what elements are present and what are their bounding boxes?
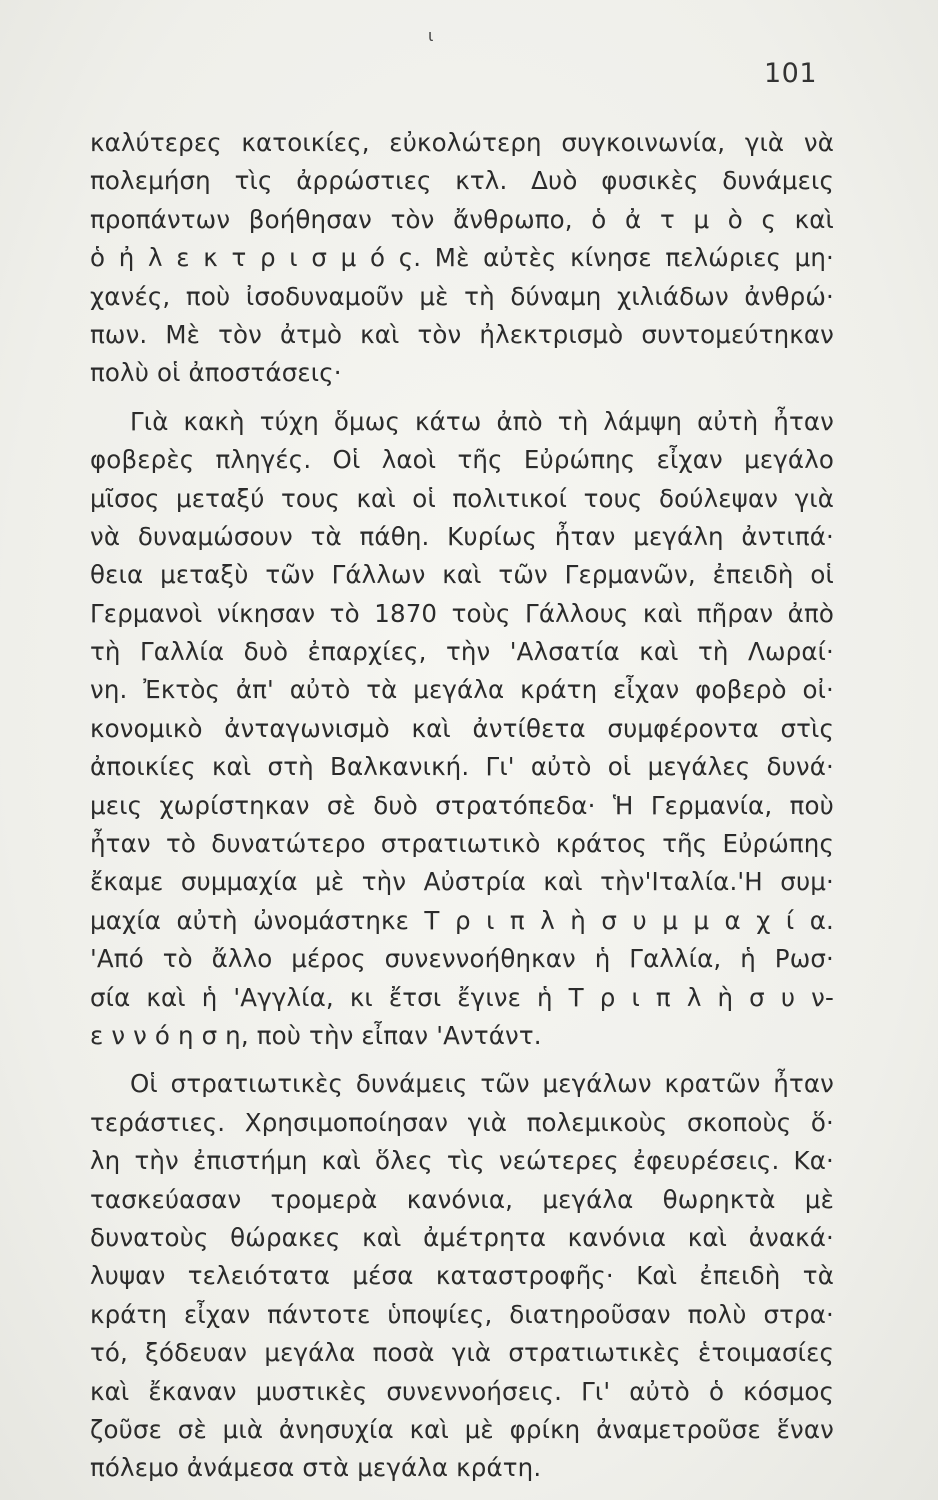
- text-line: πολεμήση τὶς ἀρρώστιες κτλ. Δυὸ φυσικὲς δυνάμεις: [90, 166, 834, 196]
- text-line: τὴ Γαλλία δυὸ ἐπαρχίες, τὴν 'Αλσατία καὶ τὴ Λωραί·: [90, 637, 834, 667]
- text-line: δυνατοὺς θώρακες καὶ ἀμέτρητα κανόνια καὶ ἀνακά·: [90, 1222, 834, 1252]
- text-line: χανές, ποὺ ἰσοδυναμοῦν μὲ τὴ δύναμη χιλιάδων ἀνθρώ·: [90, 281, 834, 311]
- paragraph-3: [90, 1065, 834, 1487]
- paragraph-1: [90, 124, 834, 393]
- text-line: ἦταν τὸ δυνατώτερο στρατιωτικὸ κράτος τῆς Εὐρώπης: [90, 829, 834, 859]
- text-line: προπάντων βοήθησαν τὸν ἄνθρωπο, ὁ ἀ τ μ ὸ ς καὶ: [90, 204, 834, 234]
- paragraph-2: [90, 403, 834, 1056]
- text-line: νὰ δυναμώσουν τὰ πάθη. Κυρίως ἦταν μεγάλη ἀντιπά·: [90, 521, 834, 551]
- text-line: τασκεύασαν τρομερὰ κανόνια, μεγάλα θωρηκτὰ μὲ: [90, 1184, 834, 1214]
- text-line: τεράστιες. Χρησιμοποίησαν γιὰ πολεμικοὺς σκοποὺς ὅ·: [90, 1107, 834, 1137]
- text-line: ζοῦσε σὲ μιὰ ἀνησυχία καὶ μὲ φρίκη ἀναμετροῦσε ἕναν: [90, 1414, 834, 1444]
- text-line: ἔκαμε συμμαχία μὲ τὴν Αὐστρία καὶ τὴν'Ιταλία.'Η συμ·: [90, 867, 834, 897]
- text-line: κονομικὸ ἀνταγωνισμὸ καὶ ἀντίθετα συμφέροντα στὶς: [90, 713, 834, 743]
- text-line: πόλεμο ἀνάμεσα στὰ μεγάλα κράτη.: [90, 1453, 542, 1483]
- text-line: νη. Ἐκτὸς ἀπ' αὐτὸ τὰ μεγάλα κράτη εἶχαν φοβερὸ οἰ·: [90, 675, 834, 705]
- text-line: λη τὴν ἐπιστήμη καὶ ὅλες τὶς νεώτερες ἐφευρέσεις. Κα·: [90, 1146, 834, 1176]
- page-number: 101: [764, 58, 818, 89]
- body-text: [90, 124, 834, 1488]
- text-line: ἀποικίες καὶ στὴ Βαλκανική. Γι' αὐτὸ οἱ μεγάλες δυνά·: [90, 752, 834, 782]
- text-line: μαχία αὐτὴ ὠνομάστηκε Τ ρ ι π λ ὴ σ υ μ μ α χ ί α.: [90, 905, 834, 935]
- text-line: πολὺ οἱ ἀποστάσεις·: [90, 358, 342, 388]
- text-line: μῖσος μεταξύ τους καὶ οἱ πολιτικοί τους δούλεψαν γιὰ: [90, 483, 834, 513]
- text-line: ε ν ν ό η σ η, ποὺ τὴν εἶπαν 'Αντάντ.: [90, 1020, 542, 1050]
- text-line: σία καὶ ἡ 'Αγγλία, κι ἔτσι ἔγινε ἡ Τ ρ ι π λ ὴ σ υ ν-: [90, 982, 834, 1012]
- text-line: Οἱ στρατιωτικὲς δυνάμεις τῶν μεγάλων κρατῶν ἦταν: [130, 1069, 834, 1099]
- text-line: τό, ξόδευαν μεγάλα ποσὰ γιὰ στρατιωτικὲς ἑτοιμασίες: [90, 1338, 834, 1368]
- text-line: λυψαν τελειότατα μέσα καταστροφῆς· Καὶ ἐπειδὴ τὰ: [90, 1261, 834, 1291]
- text-line: Γιὰ κακὴ τύχη ὅμως κάτω ἀπὸ τὴ λάμψη αὐτὴ ἦταν: [130, 406, 834, 436]
- text-line: 'Από τὸ ἄλλο μέρος συνεννοήθηκαν ἡ Γαλλία, ἡ Ρωσ·: [90, 944, 834, 974]
- text-line: μεις χωρίστηκαν σὲ δυὸ στρατόπεδα· Ἡ Γερμανία, ποὺ: [90, 790, 834, 820]
- text-line: φοβερὲς πληγές. Οἱ λαοὶ τῆς Εὐρώπης εἶχαν μεγάλο: [90, 445, 834, 475]
- text-line: καὶ ἔκαναν μυστικὲς συνεννοήσεις. Γι' αὐτὸ ὁ κόσμος: [90, 1376, 834, 1406]
- text-line: καλύτερες κατοικίες, εὐκολώτερη συγκοινωνία, γιὰ νὰ: [90, 128, 834, 157]
- text-line: Γερμανοὶ νίκησαν τὸ 1870 τοὺς Γάλλους καὶ πῆραν ἀπὸ: [90, 598, 834, 628]
- printer-mark: ι: [428, 26, 434, 45]
- text-line: κράτη εἶχαν πάντοτε ὑποψίες, διατηροῦσαν πολὺ στρα·: [90, 1299, 834, 1329]
- text-line: πων. Μὲ τὸν ἀτμὸ καὶ τὸν ἠλεκτρισμὸ συντομεύτηκαν: [90, 319, 834, 349]
- text-line: θεια μεταξὺ τῶν Γάλλων καὶ τῶν Γερμανῶν, ἐπειδὴ οἱ: [90, 560, 834, 590]
- text-line: ὁ ἠ λ ε κ τ ρ ι σ μ ό ς. Μὲ αὐτὲς κίνησε πελώριες μη·: [90, 243, 834, 273]
